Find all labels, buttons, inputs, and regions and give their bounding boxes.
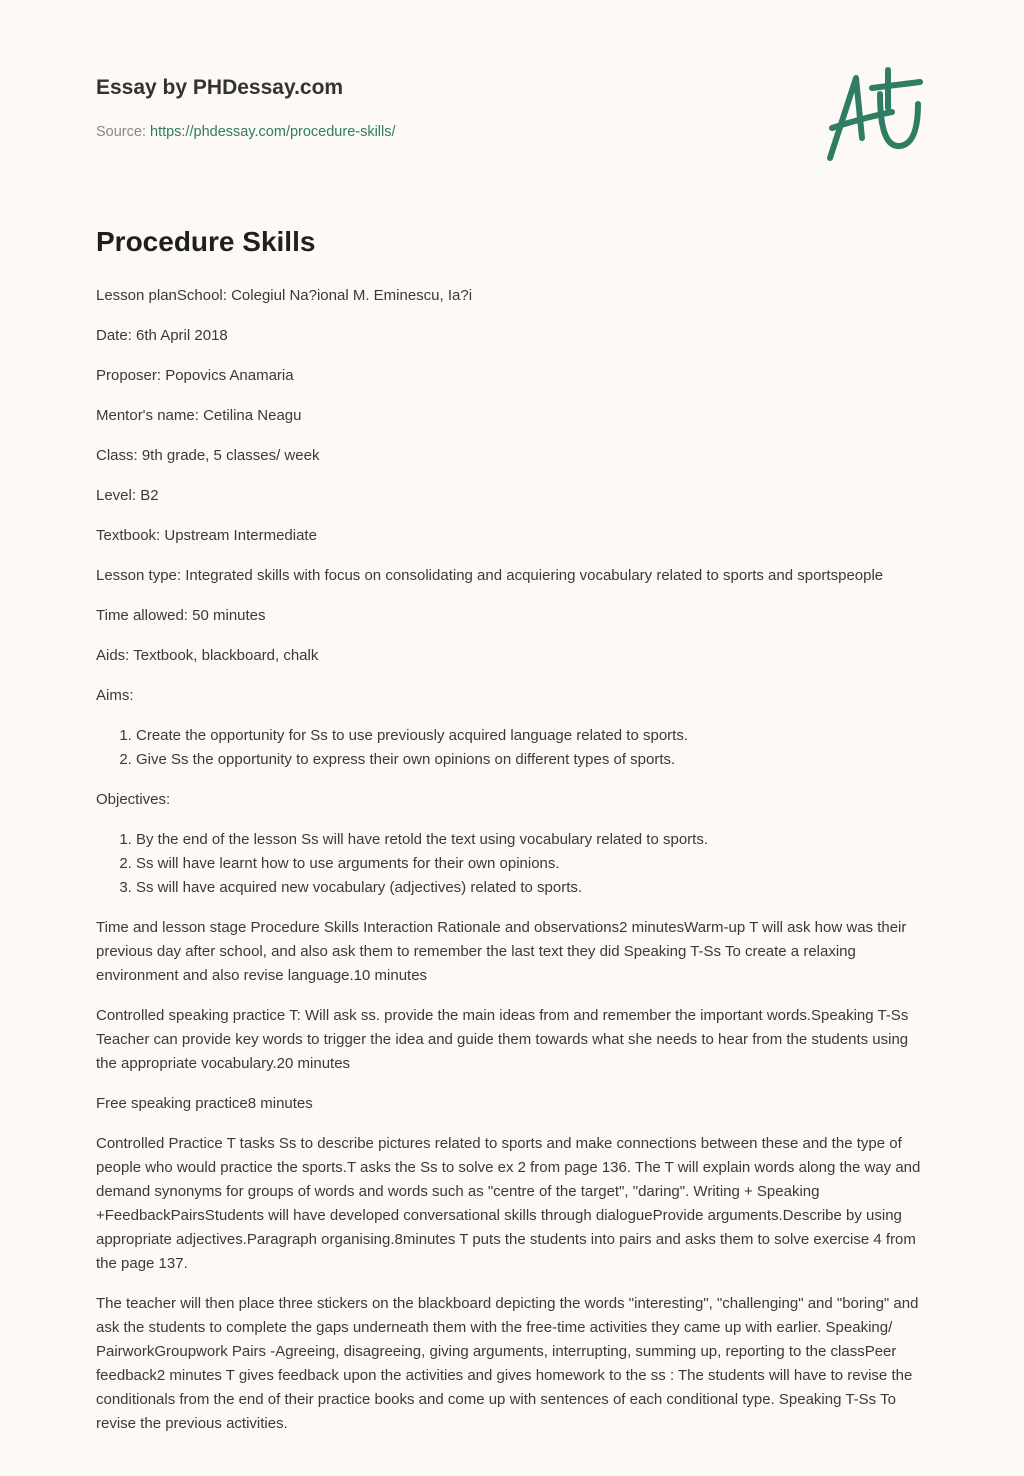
objectives-list xyxy=(96,828,926,900)
paragraph: Class: 9th grade, 5 classes/ week xyxy=(96,447,320,464)
page-title: Procedure Skills xyxy=(96,226,316,257)
aims-heading: Aims: xyxy=(96,687,134,704)
list-item: 1. By the end of the lesson Ss will have retold the text using vocabulary related to sports. xyxy=(136,828,926,852)
list-item: 1. Create the opportunity for Ss to use previously acquired language related to sports. xyxy=(136,724,926,748)
source-link[interactable]: https://phdessay.com/procedure-skills/ xyxy=(150,124,396,140)
paragraph: Textbook: Upstream Intermediate xyxy=(96,527,317,544)
paragraph: Proposer: Popovics Anamaria xyxy=(96,367,294,384)
site-brand: Essay by PHDessay.com xyxy=(96,76,344,99)
list-item: 3. Ss will have acquired new vocabulary (adjectives) related to sports. xyxy=(136,876,926,900)
paragraph: Time allowed: 50 minutes xyxy=(96,607,266,624)
paragraph: Lesson planSchool: Colegiul Na?ional M. Eminescu, Ia?i xyxy=(96,287,473,304)
list-item: 2. Ss will have learnt how to use arguments for their own opinions. xyxy=(136,852,926,876)
paragraph: Controlled Practice T tasks Ss to describe pictures related to sports and make connections between these and the type of people who would practice the sports.T asks the Ss to solve ex 2 from page 136. The T will explain words along the way and demand synonyms for groups of words and words such as "centre of the target", "daring". Writing + Speaking +FeedbackPairsStudents will have developed conversational skills through dialogueProvide arguments.Describe by using appropriate adjectives.Paragraph organising.8minutes T puts the students into pairs and asks them to solve exercise 4 from the page 137. xyxy=(96,1135,921,1272)
paragraph: Level: B2 xyxy=(96,487,159,504)
paragraph: The teacher will then place three stickers on the blackboard depicting the words "interesting", "challenging" and "boring" and ask the students to complete the gaps underneath them with the free-time activities they came up with earlier. Speaking/ PairworkGroupwork Pairs -Agreeing, disagreeing, giving arguments, interrupting, summing up, reporting to the classPeer feedback2 minutes T gives feedback upon the activities and gives homework to the ss : The students will have to revise the conditionals from the end of their practice books and come up with sentences of each conditional type. Speaking T-Ss To revise the previous activities. xyxy=(96,1295,919,1432)
paragraph: Date: 6th April 2018 xyxy=(96,327,228,344)
paragraph: Free speaking practice8 minutes xyxy=(96,1095,313,1112)
paragraph: Time and lesson stage Procedure Skills Interaction Rationale and observations2 minutesWarm-up T will ask how was their previous day after school, and also ask them to remember the last text they did Speaking T-Ss To create a relaxing environment and also revise language.10 minutes xyxy=(96,919,907,984)
source-label: Source: xyxy=(96,124,150,140)
objectives-heading: Objectives: xyxy=(96,791,171,808)
a-plus-logo-icon xyxy=(822,66,932,166)
paragraph: Controlled speaking practice T: Will ask ss. provide the main ideas from and remember the important words.Speaking T-Ss Teacher can provide key words to trigger the idea and guide them towards what she needs to hear from the students using the appropriate vocabulary.20 minutes xyxy=(96,1007,909,1072)
source-line xyxy=(96,124,396,140)
list-item: 2. Give Ss the opportunity to express their own opinions on different types of sports. xyxy=(136,748,926,772)
aims-list xyxy=(96,724,926,772)
paragraph: Lesson type: Integrated skills with focus on consolidating and acquiering vocabulary related to sports and sportspeople xyxy=(96,567,884,584)
essay-body xyxy=(96,284,926,1452)
paragraph: Aids: Textbook, blackboard, chalk xyxy=(96,647,319,664)
paragraph: Mentor's name: Cetilina Neagu xyxy=(96,407,302,424)
